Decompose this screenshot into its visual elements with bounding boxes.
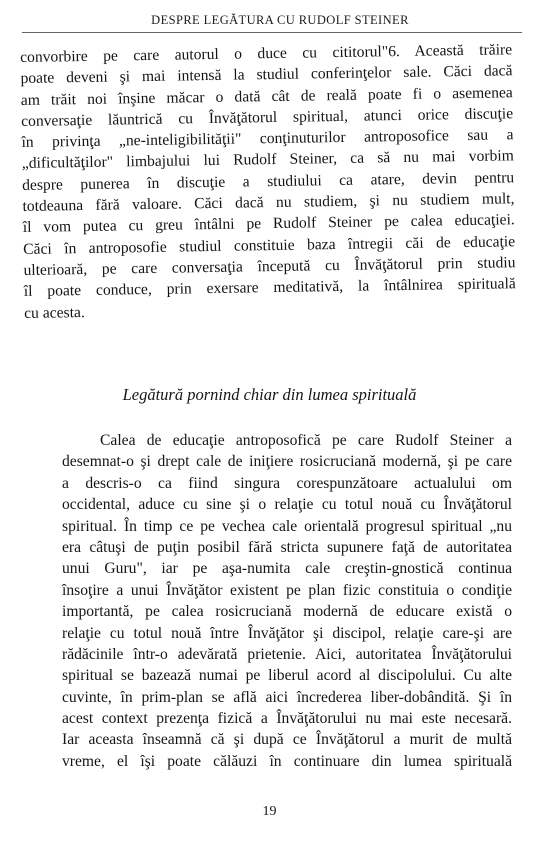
text-line: Calea de educaţie antroposofică pe care Rudolf Steiner a <box>100 432 512 449</box>
text-line: era câtuşi de puţin posibil fără stricta supunere faţă de autoritatea <box>62 538 512 556</box>
text-line: relaţie cu totul nouă între Învăţător şi discipol, relaţie care-şi are <box>62 624 512 642</box>
text-line: îl vom putea cu greu întâlni pe Rudolf Steiner pe calea educaţiei. <box>22 211 515 237</box>
text-line: vreme, el îşi poate călăuzi în continuare din lumea spirituală <box>62 752 512 770</box>
paragraph-1 <box>20 39 516 324</box>
text-line: „dificultăţilor" limbajului lui Rudolf Steiner, ca să nu mai vorbim <box>21 147 514 173</box>
text-line: occidental, aduce cu sine şi o relaţie cu totul nouă cu Învăţătorul <box>62 496 512 514</box>
text-line: conversaţie lăuntrică cu Învăţătorul spiritual, atunci orice discuţie <box>21 105 514 130</box>
text-line: Căci în antroposofie studiul constituie baza întregii căi de educaţie <box>23 232 516 258</box>
text-line: rădăcinile într-o adevărată prietenie. Aici, autoritatea Învăţătorului <box>62 645 512 663</box>
text-line: importantă, pe calea rosicruciană modernă de educare există o <box>62 603 512 621</box>
text-line: în privinţa „ne-inteligibilităţii" conţinuturilor antroposofice sau a <box>21 126 514 152</box>
header-rule <box>22 32 522 33</box>
text-line: spiritual se bazează numai pe liberul acord al discipolului. Cu alte <box>62 667 512 685</box>
text-line: acest context prezenţa fizică a Învăţătorului nu mai este necesară. <box>62 710 512 728</box>
text-line: poate deveni şi mai intensă la studiul conferinţelor sale. Căci dacă <box>20 62 513 88</box>
running-header: DESPRE LEGĂTURA CU RUDOLF STEINER <box>151 13 409 27</box>
text-line: a descris-o ca fiind singura corespunzătoare actualului om <box>62 474 512 492</box>
text-line: totdeauna fără valoare. Căci dacă nu studiem, şi nu studiem mult, <box>22 190 515 216</box>
text-line: cuvinte, în prim-plan se află aici încrederea liber-dobândită. Şi în <box>62 688 512 706</box>
text-line: îl poate conduce, prin exersare meditativă, la întâlnirea spirituală <box>23 275 516 301</box>
text-line: desemnat-o şi drept cale de iniţiere rosicruciană modernă, şi pe care <box>62 453 512 471</box>
text-line: ulterioară, pe care conversaţia începută cu Învăţătorul prin studiu <box>23 254 516 279</box>
text-line: Iar aceasta înseamnă că şi după ce Învăţătorul a murit de multă <box>62 731 512 749</box>
text-line: unui Guru", iar pe aşa-numita cale creştin-gnostică continua <box>62 560 512 578</box>
text-line: însoţire a unui Învăţător existent pe plan fizic constituia o condiţie <box>62 581 512 599</box>
text-line: am trăit noi înşine măcar o dată cât de reală poate fi o asemenea <box>20 83 513 109</box>
text-line: convorbire pe care autorul o duce cu cititorul"6. Această trăire <box>20 41 513 66</box>
page-number: 19 <box>262 804 277 819</box>
text-line: cu acesta. <box>24 303 85 322</box>
section-heading: Legătură pornind chiar din lumea spirituală <box>122 385 417 404</box>
paragraph-2 <box>24 430 512 772</box>
text-line: spiritual. În timp ce pe vechea cale orientală progresul spiritual „nu <box>62 517 512 535</box>
text-line: despre punerea în discuţie a studiului ca atare, devin pentru <box>22 169 515 194</box>
